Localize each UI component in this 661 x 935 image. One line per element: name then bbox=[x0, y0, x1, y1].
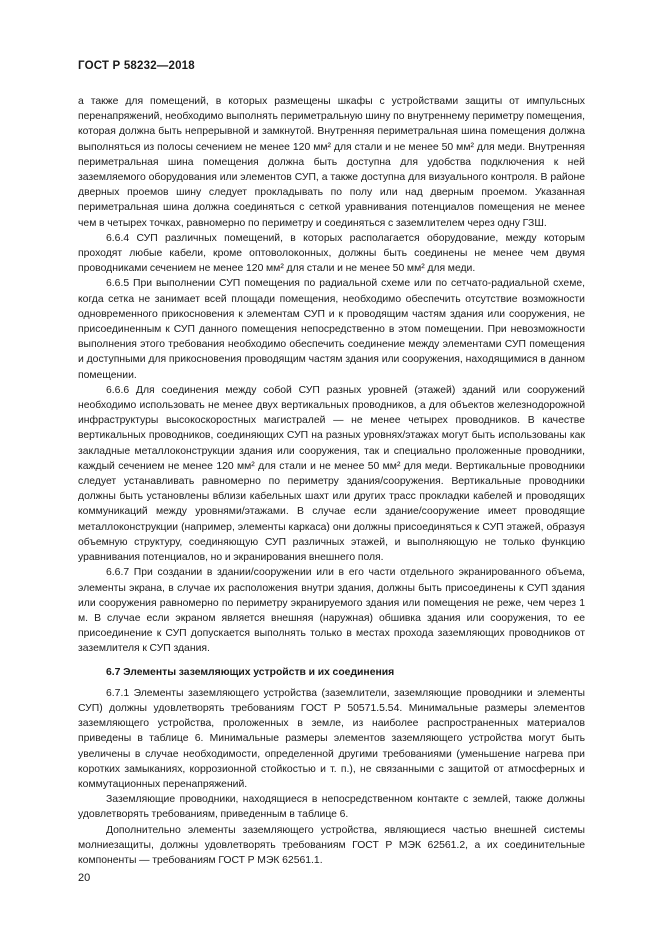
section-heading: 6.7 Элементы заземляющих устройств и их соединения bbox=[106, 666, 395, 678]
paragraph: Заземляющие проводники, находящиеся в непосредственном контакте с землей, также должны удовлетворять требованиям, приведенным в таблице 6. bbox=[78, 794, 585, 821]
document-body bbox=[78, 94, 585, 868]
paragraph: 6.6.7 При создании в здании/сооружении или в его части отдельного экранированного объема, элементы экрана, в случае их расположения внутри здания, должны быть присоединены к СУП здания или сооружения равномерно по периметру экранируемого здания или помещения не реже, чем через 1 м. В случае если экраном является внешняя (наружная) обшивка здания или сооружения, то ее присоединение к СУП допускается выполнять только в местах прохода заземляющих проводников от заземлителя к СУП здания. bbox=[78, 567, 585, 655]
paragraph: а также для помещений, в которых размещены шкафы с устройствами защиты от импульсных перенапряжений, необходимо выполнять периметральную шину по внутреннему периметру помещения, которая должна быть непрерывной и замкнутой. Внутренняя периметральная шина помещения должна выполняться из полосы сечением не менее 120 мм² для стали и не менее 50 мм² для меди. Внутренняя периметральная шина помещения должна быть доступна для удобства подключения к ней заземляемого оборудования или элементов СУП, а также доступна для визуального контроля. В районе дверных проемов шину следует прокладывать по полу или над дверным проемом. Указанная периметральная шина должна соединяться с сеткой уравнивания потенциалов помещения не менее чем в четырех точках, равномерно по периметру и соединяться с заземлителем через одну ГЗШ. bbox=[78, 96, 585, 229]
paragraph: 6.6.6 Для соединения между собой СУП разных уровней (этажей) зданий или сооружений необходимо использовать не менее двух вертикальных проводников, а для объектов железнодорожной инфраструктуры высокоскоростных магистралей — не менее четырех проводников. В качестве вертикальных проводников, соединяющих СУП на разных уровнях/этажах могут быть использованы как закладные металлоконструкции здания или сооружения, так и специально проложенные проводники, каждый сечением не менее 120 мм² для стали и не менее 50 мм² для меди. Вертикальные проводники следует устанавливать равномерно по периметру здания/сооружения. Вертикальные проводники должны быть установлены вблизи кабельных шахт или других трасс прокладки кабелей и проводящих коммуникаций между уровнями/этажами. В случае если здание/сооружение имеет проводящие металлоконструкции (например, элементы каркаса) они должны присоединяться к СУП этажей, образуя объемную структуру, соединяющую СУП различных этажей, и выполняющую не только функцию уравнивания потенциалов, но и экранирования внешнего поля. bbox=[78, 384, 585, 564]
paragraph: 6.7.1 Элементы заземляющего устройства (заземлители, заземляющие проводники и элементы СУП) должны удовлетворять требованиям ГОСТ Р 50571.5.54. Минимальные размеры элементов заземляющего устройства, проложенных в земле, из наиболее распространенных материалов приведены в таблице 6. Минимальные размеры элементов заземляющего устройства могут быть увеличены в случае необходимости, определенной другими требованиями (уменьшение нагрева при коротких замыканиях, коррозионной стойкостью и т. п.), не связанными с защитой от атмосферных и коммутационных перенапряжений. bbox=[78, 687, 585, 790]
paragraph: 6.6.4 СУП различных помещений, в которых располагается оборудование, между которым проходят любые кабели, кроме оптоволоконных, должны быть соединены не менее чем двумя проводниками сечением не менее 120 мм² для стали и не менее 50 мм² для меди. bbox=[78, 232, 585, 275]
document-header: ГОСТ Р 58232—2018 bbox=[78, 60, 195, 72]
paragraph: 6.6.5 При выполнении СУП помещения по радиальной схеме или по сетчато-радиальной схеме, когда сетка не занимает всей площади помещения, необходимо обеспечить отсутствие возможности одновременного прикосновения к элементам СУП и к проводящим частям здания или сооружения, не присоединенным к СУП данного помещения непосредственно в этом помещении. При невозможности выполнения этого требования необходимо обеспечить соединение между элементами СУП помещения и доступными для прикосновения проводящим частям здания или сооружения, находящимися в данном помещении. bbox=[78, 278, 585, 381]
paragraph: Дополнительно элементы заземляющего устройства, являющиеся частью внешней системы молниезащиты, должны удовлетворять требованиям ГОСТ Р МЭК 62561.2, а их соединительные компоненты — требованиям ГОСТ Р МЭК 62561.1. bbox=[78, 824, 585, 866]
page-number: 20 bbox=[78, 872, 91, 884]
